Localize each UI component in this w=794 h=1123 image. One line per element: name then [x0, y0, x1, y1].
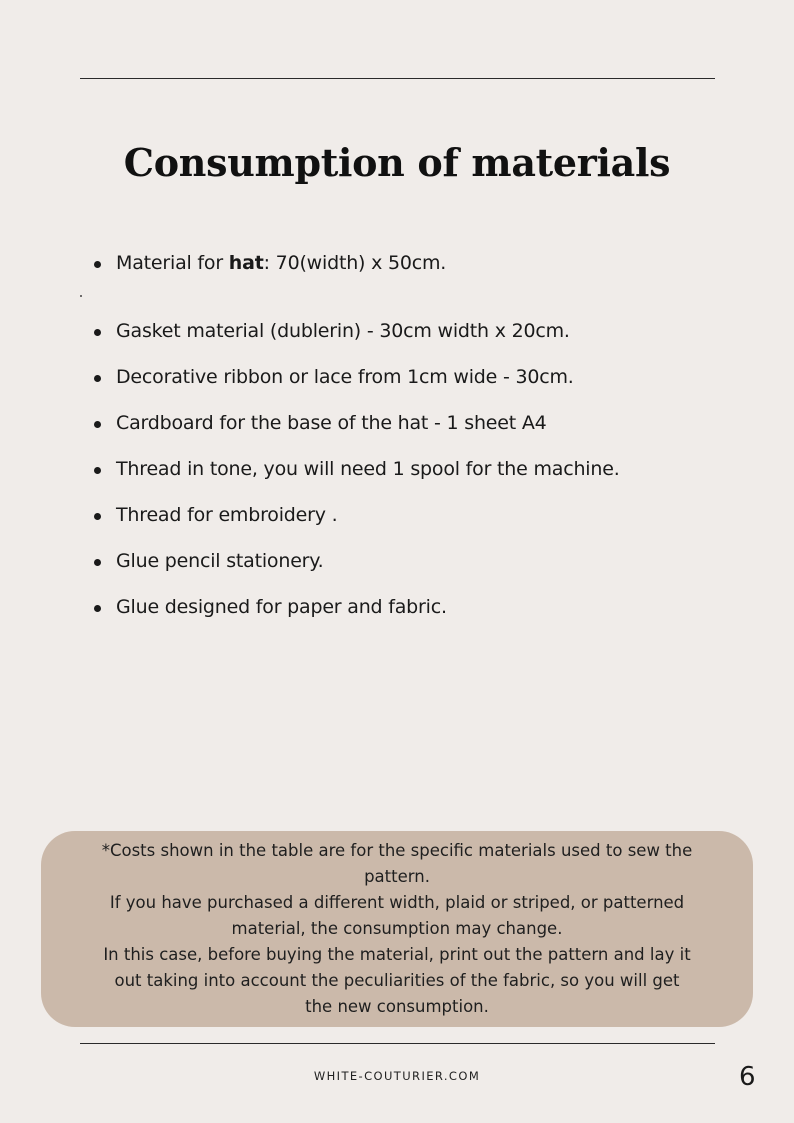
material-item-thread-tone: [116, 458, 620, 480]
note-line: material, the consumption may change.: [231, 919, 563, 938]
material-item-cardboard: [116, 412, 547, 434]
page-number: 6: [739, 1062, 756, 1092]
material-item-ribbon: [116, 366, 574, 388]
bullet-icon: [94, 559, 101, 566]
bottom-divider: [80, 1043, 715, 1044]
bullet-icon: [94, 375, 101, 382]
item-text: Glue designed for paper and fabric.: [116, 596, 447, 618]
item-text-prefix: Material for: [116, 252, 229, 274]
item-text-suffix: : 70(width) x 50cm.: [263, 252, 447, 274]
bullet-icon: [94, 467, 101, 474]
top-divider: [80, 78, 715, 79]
bullet-icon: [94, 605, 101, 612]
bullet-icon: [94, 513, 101, 520]
note-line: the new consumption.: [305, 997, 489, 1016]
bullet-icon: [94, 261, 101, 268]
item-text: Thread in tone, you will need 1 spool for the machine.: [116, 458, 620, 480]
item-text: Decorative ribbon or lace from 1cm wide - 30cm.: [116, 366, 574, 388]
item-text: Gasket material (dublerin) - 30cm width x 20cm.: [116, 320, 570, 342]
item-text-bold: hat: [228, 252, 264, 274]
material-item-hat-fabric: [116, 252, 446, 274]
material-item-glue-fabric: [116, 596, 447, 618]
note-line: If you have purchased a different width, plaid or striped, or patterned: [109, 893, 685, 912]
material-item-gasket: [116, 320, 570, 342]
note-line: out taking into account the peculiarities of the fabric, so you will get: [114, 971, 680, 990]
item-text: Thread for embroidery .: [116, 504, 338, 526]
consumption-note-box: [41, 831, 753, 1027]
note-line: *Costs shown in the table are for the specific materials used to sew the: [101, 841, 693, 860]
item-text: Glue pencil stationery.: [116, 550, 324, 572]
note-line: In this case, before buying the material, print out the pattern and lay it: [103, 945, 691, 964]
bullet-icon: [94, 421, 101, 428]
material-item-glue-pencil: [116, 550, 323, 572]
page-title: Consumption of materials: [123, 140, 671, 185]
footer-website: WHITE-COUTURIER.COM: [313, 1069, 481, 1083]
item-text: Cardboard for the base of the hat - 1 sheet A4: [116, 412, 547, 434]
stray-dot-mark: [80, 295, 82, 297]
bullet-icon: [94, 329, 101, 336]
note-line: pattern.: [364, 867, 430, 886]
material-item-thread-embroidery: [116, 504, 337, 526]
